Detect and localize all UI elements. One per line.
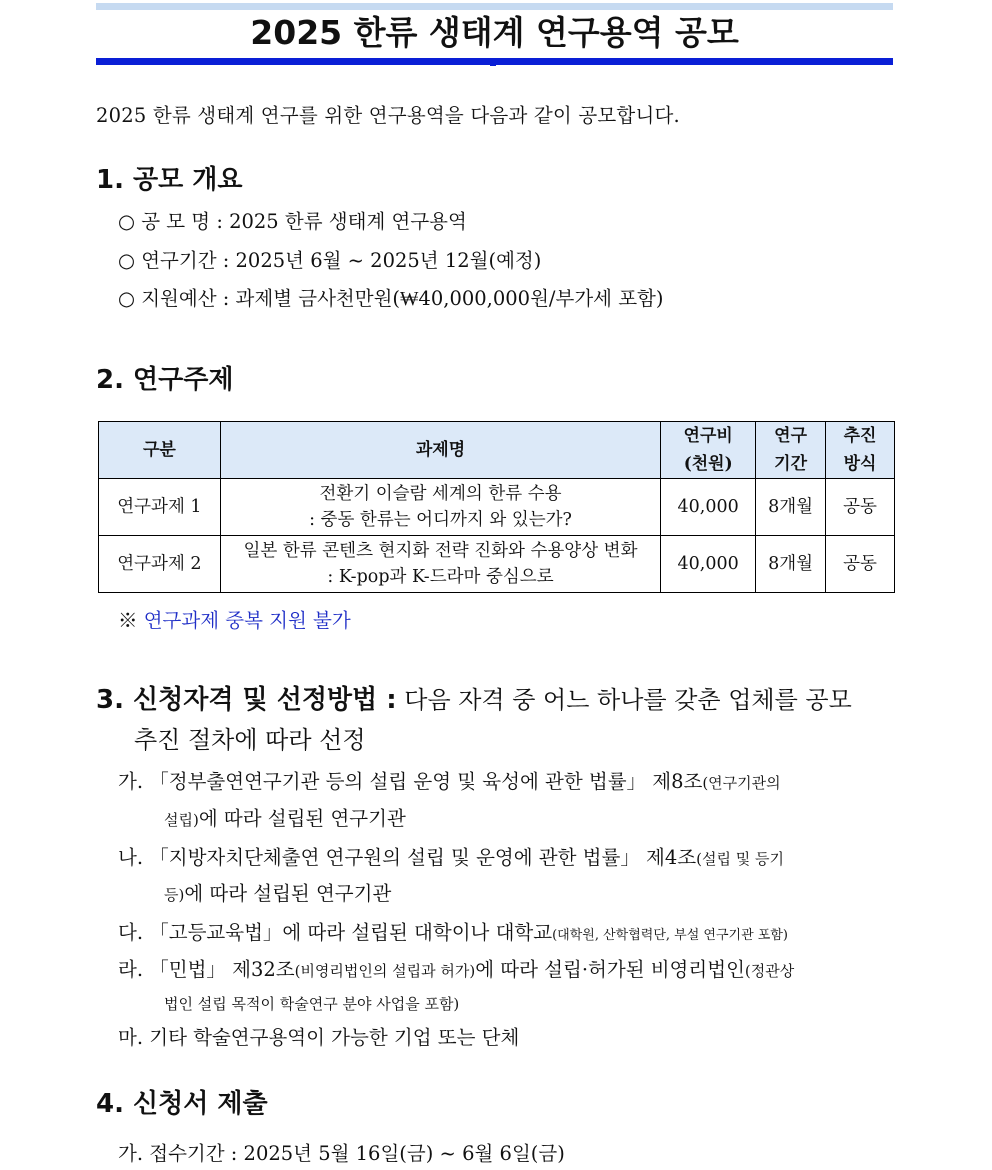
header-name: 과제명 bbox=[220, 422, 660, 479]
overview-item-budget: ○ 지원예산 : 과제별 금사천만원(₩40,000,000원/부가세 포함) bbox=[118, 287, 664, 310]
header-method: 추진 방식 bbox=[826, 422, 895, 479]
row-period: 8개월 bbox=[756, 479, 826, 536]
note-text: 연구과제 중복 지원 불가 bbox=[143, 609, 351, 632]
overview-item-period: ○ 연구기간 : 2025년 6월 ~ 2025년 12월(예정) bbox=[118, 249, 542, 272]
eligibility-item-ga-cont: 설립)에 따라 설립된 연구기관 bbox=[164, 807, 406, 830]
eligibility-item-ra-cont: 법인 설립 목적이 학술연구 분야 사업을 포함) bbox=[164, 995, 460, 1013]
section-3-heading-cont: 추진 절차에 따라 선정 bbox=[134, 726, 366, 754]
document-title: 2025 한류 생태계 연구용역 공모 bbox=[250, 13, 739, 52]
row-category: 연구과제 2 bbox=[99, 536, 221, 593]
eligibility-item-na: 나. 「지방자치단체출연 연구원의 설립 및 운영에 관한 법률」 제4조(설립 및 등기 bbox=[118, 846, 784, 869]
row-cost: 40,000 bbox=[661, 479, 756, 536]
eligibility-item-ma: 마. 기타 학술연구용역이 가능한 기업 또는 단체 bbox=[118, 1026, 520, 1049]
table-row bbox=[99, 479, 895, 536]
section-3-heading: 3. 신청자격 및 선정방법 : 다음 자격 중 어느 하나를 갖춘 업체를 공모 bbox=[96, 685, 852, 715]
section-1-heading: 1. 공모 개요 bbox=[96, 165, 243, 195]
section-2-heading: 2. 연구주제 bbox=[96, 365, 234, 395]
table-row bbox=[99, 536, 895, 593]
row-method: 공동 bbox=[826, 479, 895, 536]
eligibility-item-ra: 라. 「민법」 제32조(비영리법인의 설립과 허가)에 따라 설립·허가된 비영리법인(정관상 bbox=[118, 958, 795, 981]
eligibility-item-na-cont: 등)에 따라 설립된 연구기관 bbox=[164, 882, 392, 905]
title-top-rule bbox=[96, 3, 893, 10]
note-mark: ※ bbox=[118, 609, 138, 632]
section-4-heading: 4. 신청서 제출 bbox=[96, 1089, 268, 1119]
header-category: 구분 bbox=[99, 422, 221, 479]
research-topics-table bbox=[98, 421, 895, 593]
table-header-row bbox=[99, 422, 895, 479]
row-method: 공동 bbox=[826, 536, 895, 593]
eligibility-item-da: 다. 「고등교육법」에 따라 설립된 대학이나 대학교(대학원, 산학협력단, 부설 연구기관 포함) bbox=[118, 921, 788, 944]
topic-note bbox=[118, 605, 351, 637]
row-name: 일본 한류 콘텐츠 현지화 전략 진화와 수용양상 변화 : K-pop과 K-드라마 중심으로 bbox=[220, 536, 660, 593]
header-cost: 연구비 (천원) bbox=[661, 422, 756, 479]
eligibility-item-ga: 가. 「정부출연연구기관 등의 설립 운영 및 육성에 관한 법률」 제8조(연구기관의 bbox=[118, 770, 781, 793]
overview-item-name: ○ 공 모 명 : 2025 한류 생태계 연구용역 bbox=[118, 210, 467, 233]
row-cost: 40,000 bbox=[661, 536, 756, 593]
submission-item-period: 가. 접수기간 : 2025년 5월 16일(금) ~ 6월 6일(금) bbox=[118, 1142, 565, 1165]
title-rule-marker bbox=[490, 62, 496, 66]
row-category: 연구과제 1 bbox=[99, 479, 221, 536]
row-period: 8개월 bbox=[756, 536, 826, 593]
section-3-heading-rest: 다음 자격 중 어느 하나를 갖춘 업체를 공모 bbox=[396, 686, 852, 714]
intro-text: 2025 한류 생태계 연구를 위한 연구용역을 다음과 같이 공모합니다. bbox=[96, 104, 680, 127]
header-period: 연구 기간 bbox=[756, 422, 826, 479]
row-name: 전환기 이슬람 세계의 한류 수용 : 중동 한류는 어디까지 와 있는가? bbox=[220, 479, 660, 536]
